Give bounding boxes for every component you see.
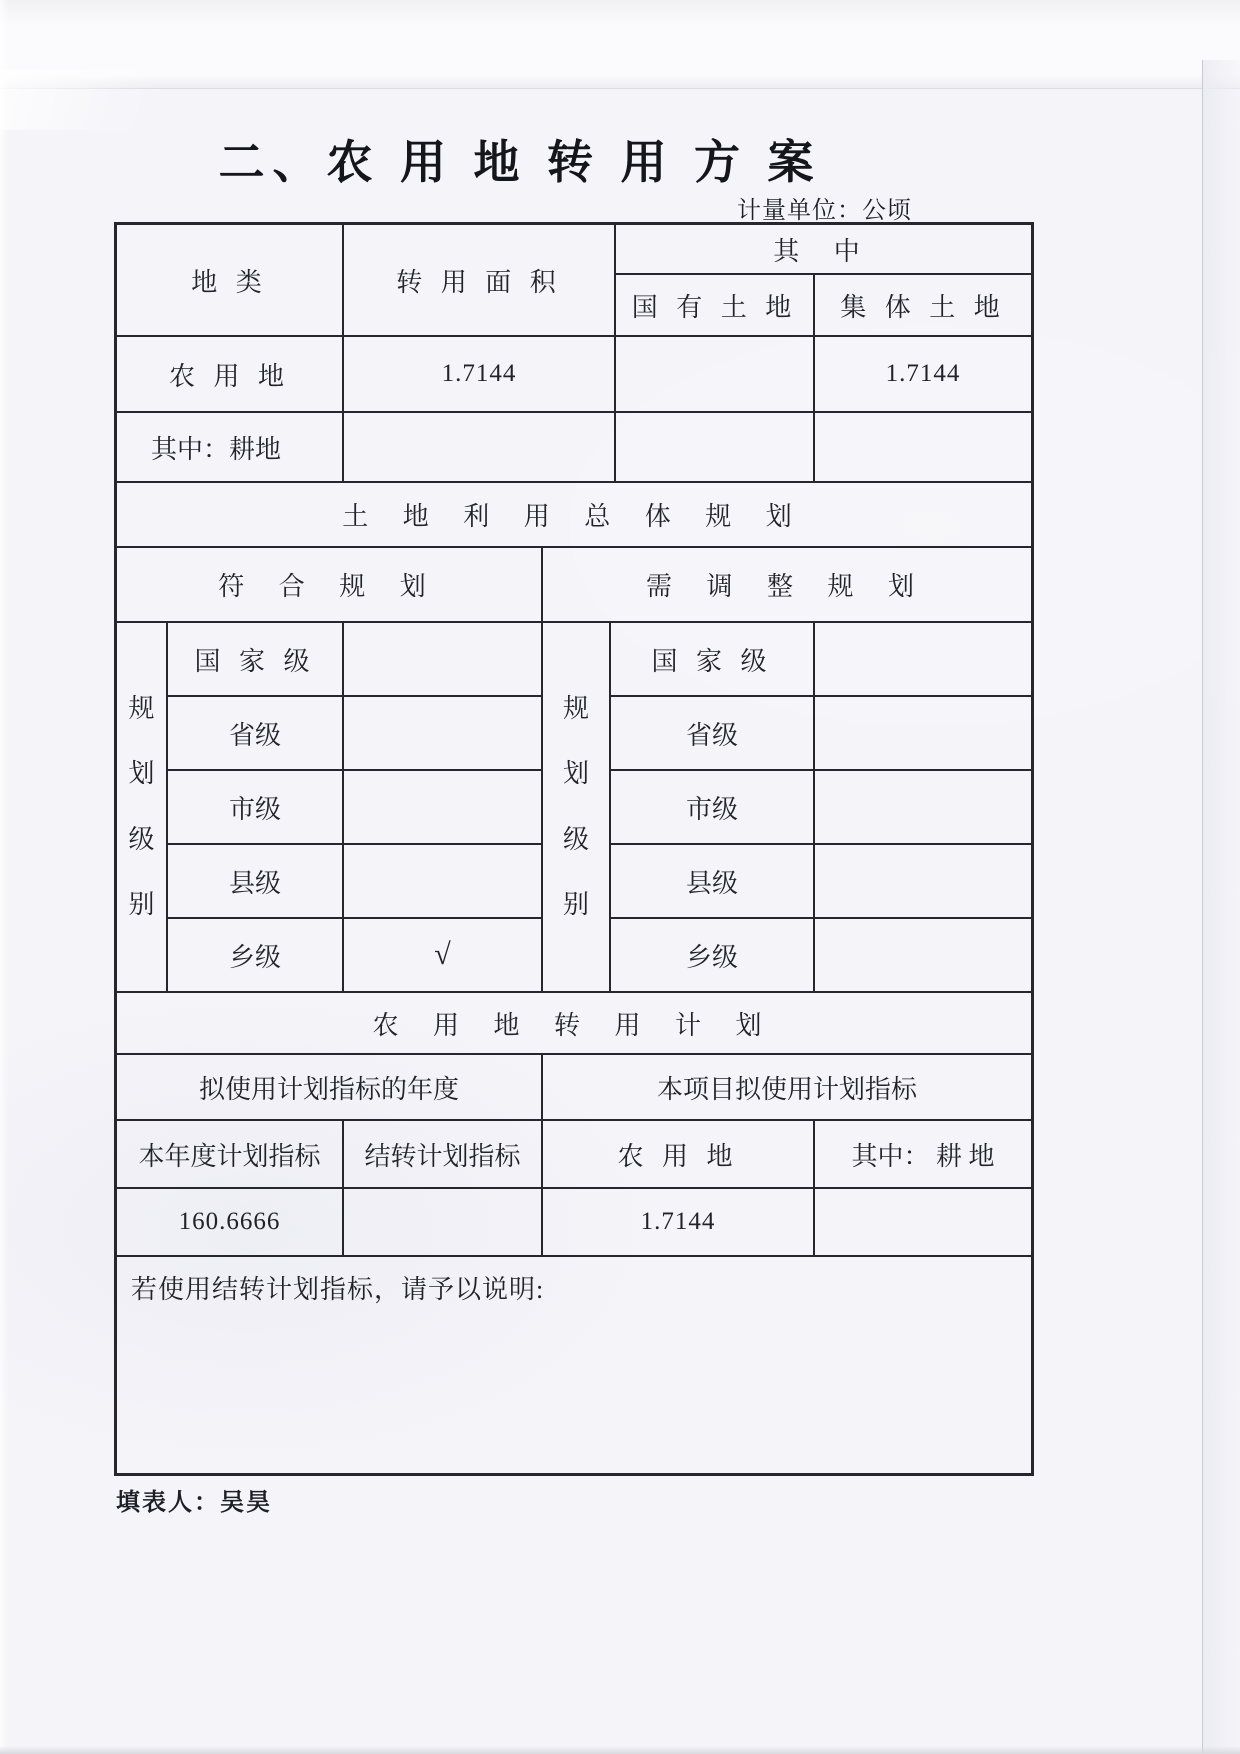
adjust-level-national-value — [815, 623, 1031, 697]
scan-artifact-left-edge — [0, 0, 9, 1754]
conform-planning-header: 符 合 规 划 — [117, 548, 543, 623]
adjust-level-provincial-label: 省级 — [611, 697, 815, 771]
plan-value-carryover-indicator — [344, 1189, 543, 1257]
header-collective-land: 集 体 土 地 — [815, 275, 1031, 337]
adjust-planning-header: 需 调 整 规 划 — [543, 548, 1031, 623]
scan-artifact-bottom-edge — [0, 1746, 1240, 1754]
plan-col-annual-indicator: 本年度计划指标 — [117, 1121, 344, 1189]
header-state-owned-land: 国 有 土 地 — [616, 275, 815, 337]
row-cultivated-label: 其中：耕地 — [117, 413, 344, 483]
header-of-which: 其 中 — [616, 225, 1031, 275]
adjust-level-municipal-label: 市级 — [611, 771, 815, 845]
conform-level-national-label: 国 家 级 — [168, 623, 344, 697]
plan-project-header: 本项目拟使用计划指标 — [543, 1055, 1031, 1121]
adjust-level-township-label: 乡级 — [611, 919, 815, 993]
conform-level-municipal-label: 市级 — [168, 771, 344, 845]
adjust-level-provincial-value — [815, 697, 1031, 771]
conform-level-county-label: 县级 — [168, 845, 344, 919]
plan-col-carryover-indicator: 结转计划指标 — [344, 1121, 543, 1189]
row-agricultural-land-label: 农 用 地 — [117, 337, 344, 413]
adjust-level-county-label: 县级 — [611, 845, 815, 919]
plan-section-title: 农 用 地 转 用 计 划 — [117, 993, 1031, 1055]
conform-level-township-label: 乡级 — [168, 919, 344, 993]
adjust-level-national-label: 国 家 级 — [611, 623, 815, 697]
plan-value-annual-indicator: 160.6666 — [117, 1189, 344, 1257]
conform-planning-level-side-label: 规 划 级 别 — [117, 623, 168, 993]
row-cultivated-area — [344, 413, 616, 483]
row-agricultural-land-collective: 1.7144 — [815, 337, 1031, 413]
row-agricultural-land-state-owned — [616, 337, 815, 413]
form-filler-signature: 填表人：吴昊 — [116, 1490, 272, 1516]
adjust-level-township-value — [815, 919, 1031, 993]
plan-year-header: 拟使用计划指标的年度 — [117, 1055, 543, 1121]
conform-level-provincial-label: 省级 — [168, 697, 344, 771]
row-cultivated-collective — [815, 413, 1031, 483]
plan-col-agricultural-land: 农 用 地 — [543, 1121, 815, 1189]
conversion-form-table — [114, 222, 1034, 1476]
planning-section-title: 土 地 利 用 总 体 规 划 — [117, 483, 1031, 548]
conform-level-national-value — [344, 623, 543, 697]
plan-value-agricultural-land: 1.7144 — [543, 1189, 815, 1257]
row-cultivated-state-owned — [616, 413, 815, 483]
conform-level-county-value — [344, 845, 543, 919]
header-land-type: 地 类 — [117, 225, 344, 337]
scan-artifact-right-edge — [1202, 60, 1240, 1754]
row-agricultural-land-area: 1.7144 — [344, 337, 616, 413]
page-title: 二、农 用 地 转 用 方 案 — [218, 137, 822, 188]
conform-level-provincial-value — [344, 697, 543, 771]
adjust-planning-level-side-label: 规 划 级 别 — [543, 623, 611, 993]
adjust-level-municipal-value — [815, 771, 1031, 845]
conform-level-township-checkmark: √ — [344, 919, 543, 993]
adjust-level-county-value — [815, 845, 1031, 919]
plan-col-of-which-cultivated: 其中： 耕 地 — [815, 1121, 1031, 1189]
conform-level-municipal-value — [344, 771, 543, 845]
unit-note: 计量单位：公顷 — [737, 198, 912, 224]
plan-value-of-which-cultivated — [815, 1189, 1031, 1257]
header-conversion-area: 转 用 面 积 — [344, 225, 616, 337]
scan-artifact-corner — [0, 70, 220, 130]
carryover-note: 若使用结转计划指标，请予以说明: — [131, 1275, 545, 1304]
